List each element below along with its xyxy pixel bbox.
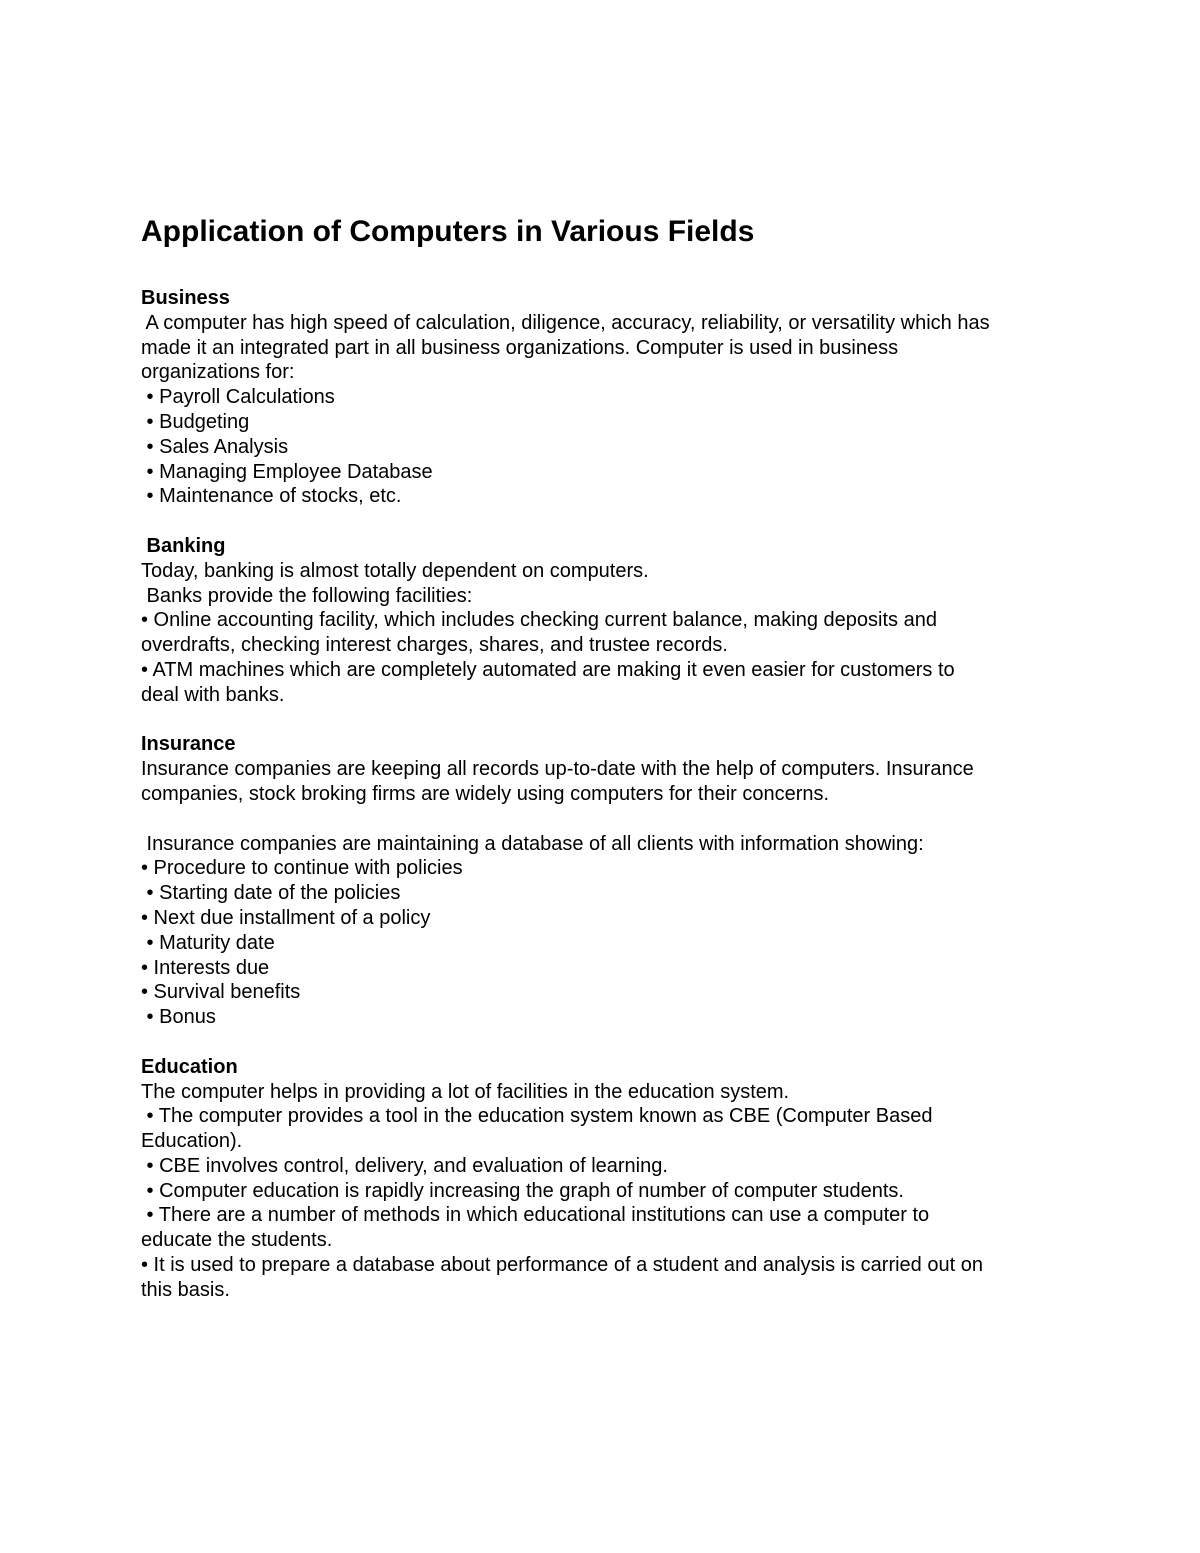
- paragraph-line: Education).: [141, 1130, 243, 1153]
- bullet-item: • Survival benefits: [141, 981, 301, 1004]
- bullet-item: • The computer provides a tool in the education system known as CBE (Computer Based: [141, 1105, 933, 1128]
- bullet-item: • Maintenance of stocks, etc.: [141, 485, 402, 508]
- paragraph-line: A computer has high speed of calculation, diligence, accuracy, reliability, or versatility which has: [141, 311, 990, 334]
- paragraph-gap: [141, 1030, 1081, 1055]
- bullet-item: • Payroll Calculations: [141, 386, 335, 409]
- bullet-item: • ATM machines which are completely automated are making it even easier for customers to: [141, 658, 955, 681]
- paragraph-line: Insurance companies are maintaining a database of all clients with information showing:: [141, 832, 924, 855]
- paragraph-gap: [141, 509, 1081, 534]
- section-heading-banking: Banking: [141, 534, 226, 557]
- paragraph-line: this basis.: [141, 1278, 230, 1301]
- section-insurance: [141, 732, 1081, 1030]
- bullet-item: • Bonus: [141, 1006, 216, 1029]
- paragraph-gap: [141, 807, 1081, 832]
- bullet-item: • There are a number of methods in which educational institutions can use a computer to: [141, 1204, 930, 1227]
- document-page: [141, 212, 1081, 1303]
- bullet-item: • Budgeting: [141, 410, 250, 433]
- paragraph-line: made it an integrated part in all business organizations. Computer is used in business: [141, 336, 899, 359]
- bullet-item: • It is used to prepare a database about performance of a student and analysis is carried out on: [141, 1254, 983, 1277]
- paragraph-line: overdrafts, checking interest charges, shares, and trustee records.: [141, 634, 728, 657]
- bullet-item: • Managing Employee Database: [141, 460, 433, 483]
- paragraph-gap: [141, 708, 1081, 733]
- paragraph-line: Today, banking is almost totally dependent on computers.: [141, 559, 649, 582]
- bullet-item: • Maturity date: [141, 931, 275, 954]
- section-education: [141, 1055, 1081, 1303]
- paragraph-line: The computer helps in providing a lot of facilities in the education system.: [141, 1080, 790, 1103]
- bullet-item: • Next due installment of a policy: [141, 906, 431, 929]
- section-heading-business: Business: [141, 287, 230, 309]
- bullet-item: • Interests due: [141, 956, 270, 979]
- bullet-item: • Sales Analysis: [141, 435, 289, 458]
- document-title: Application of Computers in Various Fields: [141, 215, 755, 248]
- section-banking: [141, 534, 1081, 708]
- bullet-item: • CBE involves control, delivery, and evaluation of learning.: [141, 1154, 668, 1177]
- paragraph-line: educate the students.: [141, 1229, 333, 1252]
- paragraph-line: Insurance companies are keeping all records up-to-date with the help of computers. Insurance: [141, 758, 974, 781]
- paragraph-line: organizations for:: [141, 361, 295, 384]
- bullet-item: • Online accounting facility, which includes checking current balance, making deposits and: [141, 609, 937, 632]
- bullet-item: • Computer education is rapidly increasing the graph of number of computer students.: [141, 1179, 904, 1202]
- paragraph-line: deal with banks.: [141, 683, 285, 706]
- section-heading-insurance: Insurance: [141, 733, 236, 756]
- bullet-item: • Starting date of the policies: [141, 882, 401, 905]
- section-business: [141, 286, 1081, 509]
- paragraph-line: companies, stock broking firms are widely using computers for their concerns.: [141, 782, 830, 805]
- section-heading-education: Education: [141, 1055, 238, 1078]
- paragraph-line: Banks provide the following facilities:: [141, 584, 473, 607]
- bullet-item: • Procedure to continue with policies: [141, 857, 463, 880]
